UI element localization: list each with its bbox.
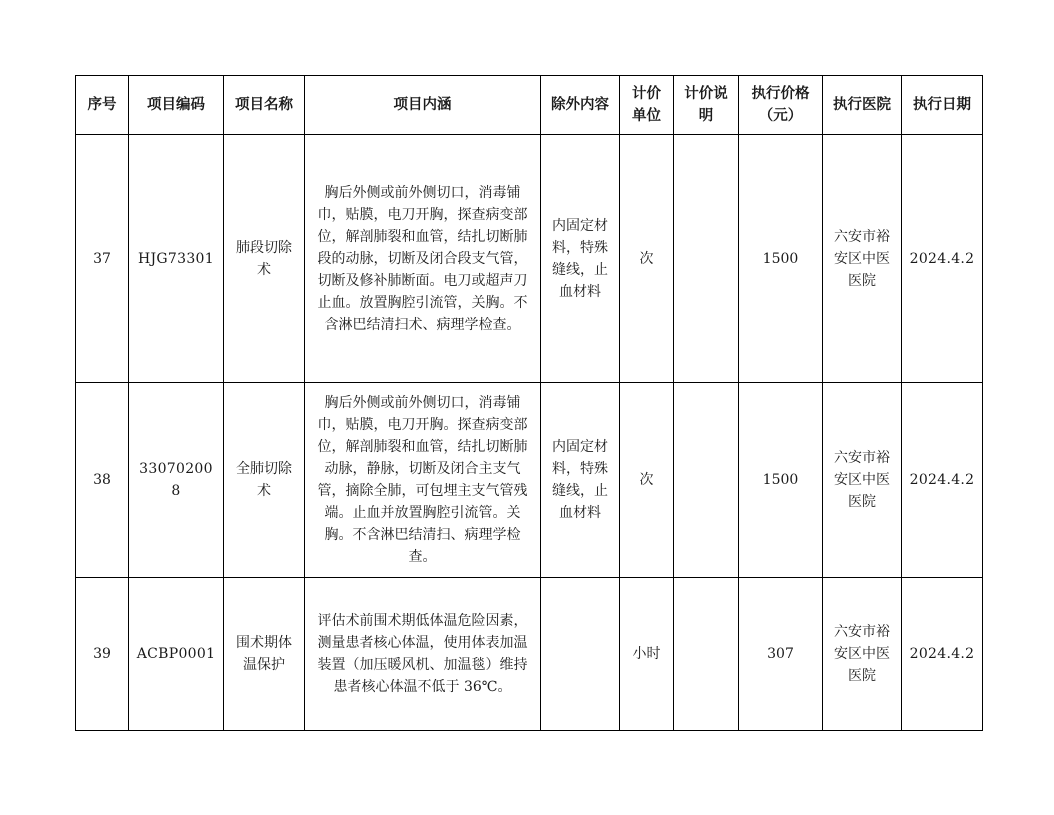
cell-unit: 次 xyxy=(620,383,674,578)
cell-unit: 次 xyxy=(620,135,674,383)
cell-code: 330702008 xyxy=(129,383,224,578)
header-exclusion: 除外内容 xyxy=(541,76,620,135)
header-date: 执行日期 xyxy=(902,76,983,135)
cell-exclusion xyxy=(541,578,620,731)
cell-seq: 37 xyxy=(76,135,129,383)
table-row xyxy=(76,383,983,578)
cell-code: HJG73301 xyxy=(129,135,224,383)
cell-seq: 39 xyxy=(76,578,129,731)
cell-exclusion: 内固定材料，特殊缝线，止血材料 xyxy=(541,383,620,578)
cell-name: 围术期体温保护 xyxy=(224,578,305,731)
cell-hospital: 六安市裕安区中医医院 xyxy=(823,578,902,731)
cell-seq: 38 xyxy=(76,383,129,578)
header-code: 项目编码 xyxy=(129,76,224,135)
cell-date: 2024.4.2 xyxy=(902,383,983,578)
cell-name: 肺段切除术 xyxy=(224,135,305,383)
header-name: 项目名称 xyxy=(224,76,305,135)
cell-content: 胸后外侧或前外侧切口，消毒铺巾，贴膜，电刀开胸。探查病变部位，解剖肺裂和血管，结扎切断肺动脉，静脉，切断及闭合主支气管，摘除全肺，可包埋主支气管残端。止血并放置胸腔引流管。关胸。不含淋巴结清扫、病理学检查。 xyxy=(305,383,541,578)
table-header-row xyxy=(76,76,983,135)
cell-date: 2024.4.2 xyxy=(902,578,983,731)
cell-note xyxy=(674,383,739,578)
header-seq: 序号 xyxy=(76,76,129,135)
medical-service-price-table xyxy=(75,75,983,731)
cell-note xyxy=(674,578,739,731)
header-unit: 计价单位 xyxy=(620,76,674,135)
cell-price: 1500 xyxy=(739,383,823,578)
cell-note xyxy=(674,135,739,383)
cell-hospital: 六安市裕安区中医医院 xyxy=(823,135,902,383)
cell-hospital: 六安市裕安区中医医院 xyxy=(823,383,902,578)
cell-price: 307 xyxy=(739,578,823,731)
table-row xyxy=(76,578,983,731)
header-price: 执行价格（元） xyxy=(739,76,823,135)
cell-code: ACBP0001 xyxy=(129,578,224,731)
cell-exclusion: 内固定材料，特殊缝线，止血材料 xyxy=(541,135,620,383)
cell-content: 评估术前围术期低体温危险因素，测量患者核心体温，使用体表加温装置（加压暖风机、加温毯）维持患者核心体温不低于 36℃。 xyxy=(305,578,541,731)
table-row xyxy=(76,135,983,383)
cell-name: 全肺切除术 xyxy=(224,383,305,578)
cell-unit: 小时 xyxy=(620,578,674,731)
header-content: 项目内涵 xyxy=(305,76,541,135)
header-note: 计价说明 xyxy=(674,76,739,135)
cell-date: 2024.4.2 xyxy=(902,135,983,383)
cell-price: 1500 xyxy=(739,135,823,383)
cell-content: 胸后外侧或前外侧切口，消毒铺巾，贴膜，电刀开胸，探查病变部位，解剖肺裂和血管，结扎切断肺段的动脉，切断及闭合段支气管，切断及修补肺断面。电刀或超声刀止血。放置胸腔引流管，关胸。不含淋巴结清扫术、病理学检查。 xyxy=(305,135,541,383)
header-hospital: 执行医院 xyxy=(823,76,902,135)
